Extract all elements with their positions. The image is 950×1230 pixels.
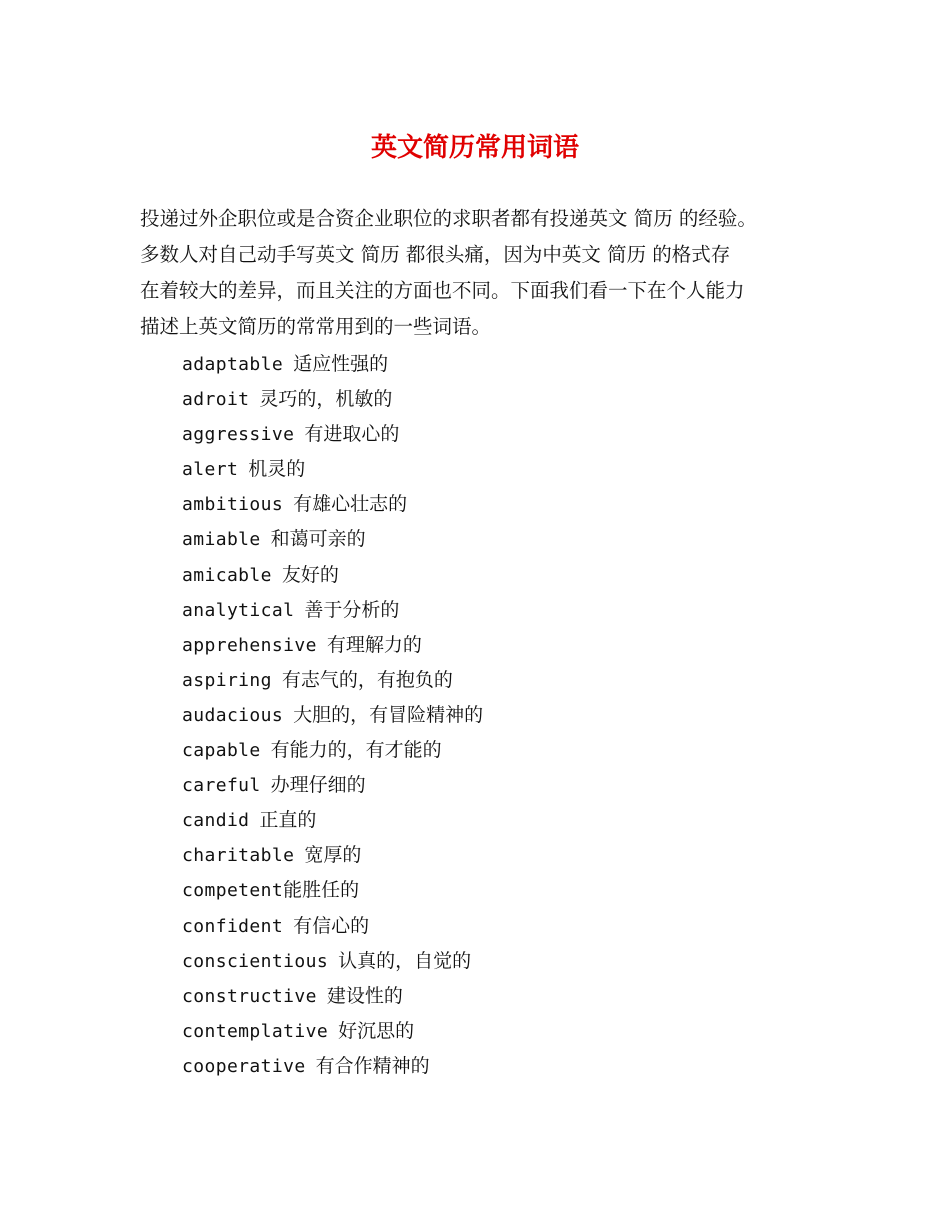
- vocabulary-item: [182, 593, 483, 628]
- english-word: careful: [182, 775, 261, 797]
- chinese-meaning: 宽厚的: [304, 844, 362, 867]
- english-word: amicable: [182, 564, 272, 586]
- english-word: contemplative: [182, 1020, 329, 1042]
- chinese-meaning: 有志气的，有抱负的: [281, 668, 453, 691]
- vocabulary-item: [182, 873, 483, 908]
- vocabulary-item: [182, 628, 483, 663]
- english-word: adaptable: [182, 354, 284, 375]
- chinese-meaning: 有理解力的: [326, 633, 422, 656]
- intro-line: 在着较大的差异，而且关注的方面也不同。下面我们看一下在个人能力: [140, 279, 745, 302]
- english-word: cooperative: [182, 1055, 306, 1077]
- chinese-meaning: 大胆的，有冒险精神的: [293, 703, 484, 726]
- english-word: conscientious: [182, 950, 329, 972]
- english-word: audacious: [182, 704, 284, 726]
- english-word: aspiring: [182, 669, 272, 691]
- english-word: constructive: [182, 985, 317, 1007]
- chinese-meaning: 和蔼可亲的: [270, 528, 366, 551]
- english-word: capable: [182, 740, 261, 762]
- chinese-meaning: 有能力的，有才能的: [270, 739, 442, 762]
- vocabulary-item: [182, 417, 483, 452]
- chinese-meaning: 办理仔细的: [270, 774, 366, 797]
- intro-line: 投递过外企职位或是合资企业职位的求职者都有投递英文 简历 的经验。: [140, 207, 757, 230]
- vocabulary-item: [182, 487, 483, 522]
- vocabulary-item: [182, 944, 483, 979]
- vocabulary-item: [182, 979, 483, 1014]
- document-title: 英文简历常用词语: [370, 133, 579, 163]
- chinese-meaning: 机灵的: [248, 458, 306, 481]
- vocabulary-item: [182, 452, 483, 487]
- vocabulary-item: [182, 803, 483, 838]
- english-word: competent: [182, 880, 284, 902]
- vocabulary-item: [182, 733, 483, 768]
- chinese-meaning: 有信心的: [293, 914, 370, 937]
- chinese-meaning: 灵巧的，机敏的: [259, 388, 393, 411]
- chinese-meaning: 适应性强的: [293, 353, 389, 375]
- vocabulary-item: [182, 663, 483, 698]
- intro-paragraph: [140, 201, 830, 345]
- vocabulary-item: [182, 1049, 483, 1084]
- chinese-meaning: 认真的，自觉的: [338, 949, 472, 972]
- chinese-meaning: 有雄心壮志的: [293, 493, 408, 516]
- chinese-meaning: 建设性的: [326, 984, 403, 1007]
- chinese-meaning: 有进取心的: [304, 423, 400, 446]
- english-word: charitable: [182, 845, 295, 867]
- vocabulary-item: [182, 382, 483, 417]
- english-word: candid: [182, 810, 250, 832]
- chinese-meaning: 友好的: [281, 563, 339, 586]
- vocabulary-item: [182, 768, 483, 803]
- english-word: adroit: [182, 389, 250, 411]
- chinese-meaning: 善于分析的: [304, 598, 400, 621]
- english-word: confident: [182, 915, 284, 937]
- vocabulary-item: [182, 347, 483, 382]
- chinese-meaning: 好沉思的: [338, 1019, 415, 1042]
- intro-line: 描述上英文简历的常常用到的一些词语。: [140, 315, 492, 338]
- vocabulary-item: [182, 909, 483, 944]
- english-word: ambitious: [182, 494, 284, 516]
- vocabulary-item: [182, 838, 483, 873]
- english-word: alert: [182, 459, 239, 481]
- chinese-meaning: 正直的: [259, 809, 317, 832]
- english-word: apprehensive: [182, 634, 317, 656]
- intro-line: 多数人对自己动手写英文 简历 都很头痛，因为中英文 简历 的格式存: [140, 243, 731, 266]
- vocabulary-item: [182, 698, 483, 733]
- vocabulary-item: [182, 558, 483, 593]
- chinese-meaning: 有合作精神的: [315, 1054, 430, 1077]
- chinese-meaning: 能胜任的: [283, 879, 360, 902]
- vocabulary-item: [182, 1014, 483, 1049]
- english-word: aggressive: [182, 424, 295, 446]
- vocabulary-list: [182, 347, 483, 1084]
- vocabulary-item: [182, 522, 483, 557]
- english-word: analytical: [182, 599, 295, 621]
- english-word: amiable: [182, 529, 261, 551]
